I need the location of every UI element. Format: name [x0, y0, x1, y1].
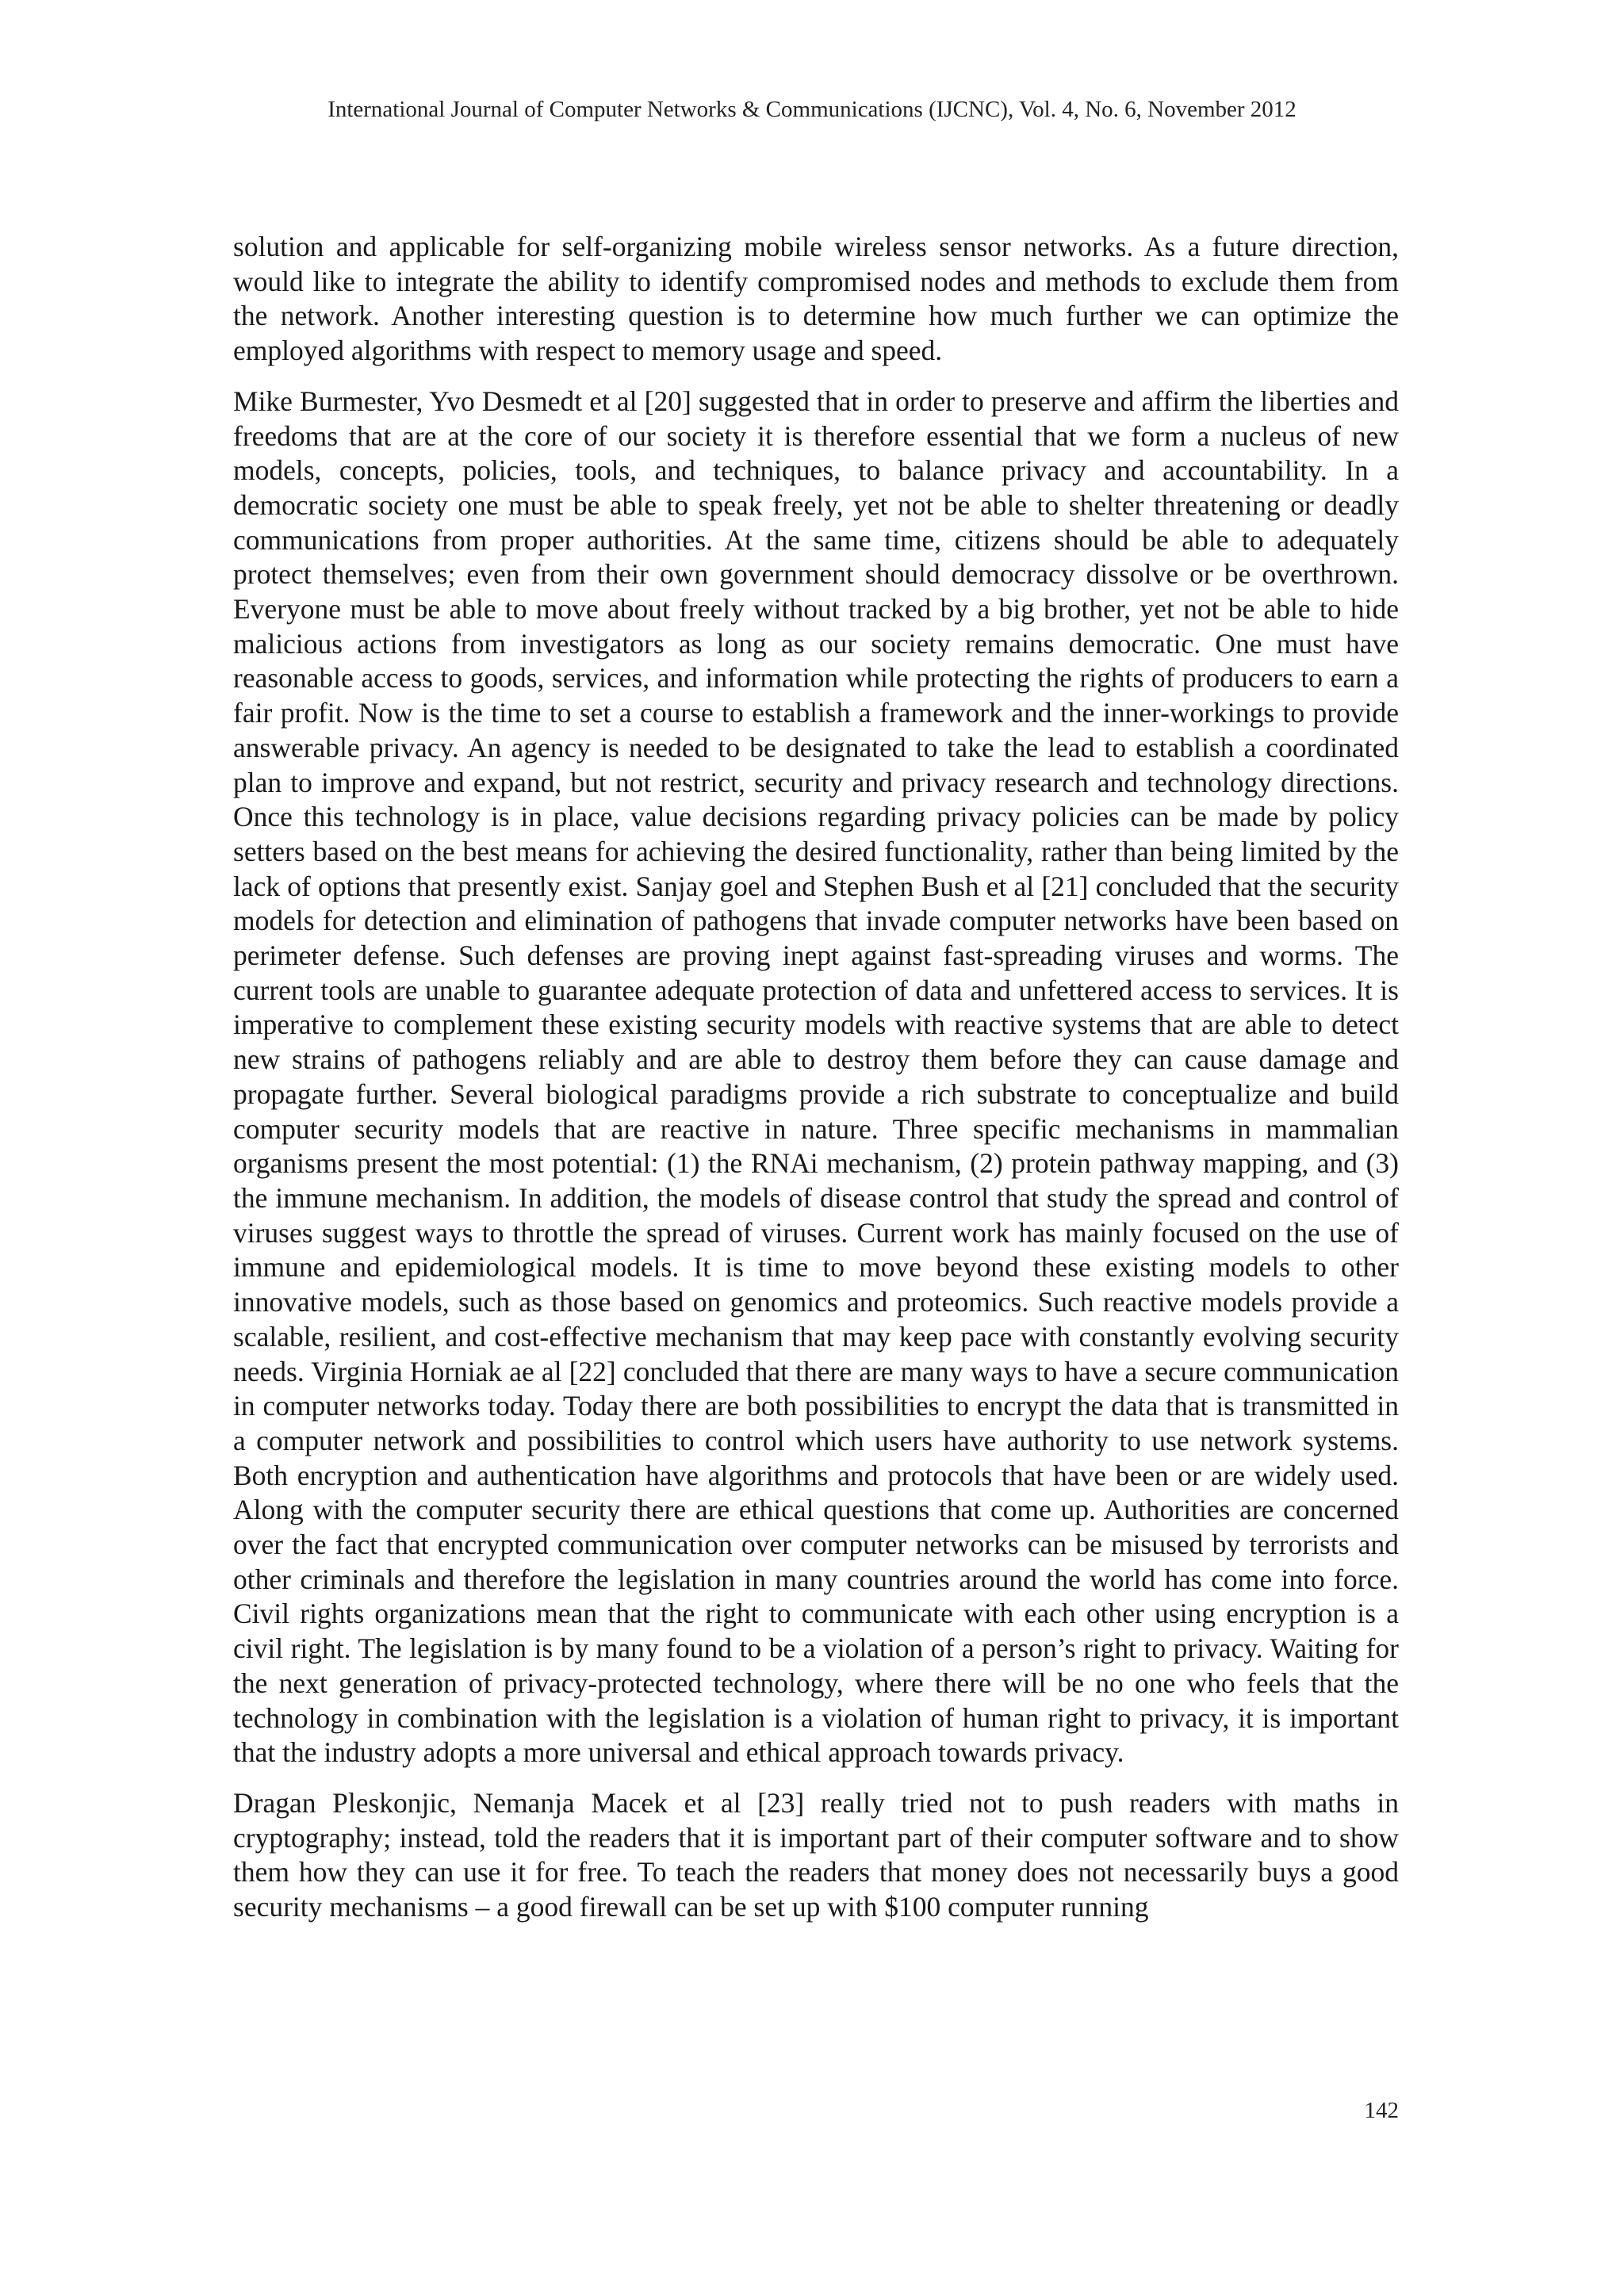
paragraph-burmester: Mike Burmester, Yvo Desmedt et al [20] suggested that in order to preserve and affirm the liberties and freedoms that are at the core of our society it is therefore essential that we form a nucleus of new models, concepts, policies, tools, and techniques, to balance privacy and accountability. In a democratic society one must be able to speak freely, yet not be able to shelter threatening or deadly communications from proper authorities. At the same time, citizens should be able to adequately protect themselves; even from their own government should democracy dissolve or be overthrown. Everyone must be able to move about freely without tracked by a big brother, yet not be able to hide malicious actions from investigators as long as our society remains democratic. One must have reasonable access to goods, services, and information while protecting the rights of producers to earn a fair profit. Now is the time to set a course to establish a framework and the inner-workings to provide answerable privacy. An agency is needed to be designated to take the lead to establish a coordinated plan to improve and expand, but not restrict, security and privacy research and technology directions. Once this technology is in place, value decisions regarding privacy policies can be made by policy setters based on the best means for achieving the desired functionality, rather than being limited by the lack of options that presently exist. Sanjay goel and Stephen Bush et al [21] concluded that the security models for detection and elimination of pathogens that invade computer networks have been based on perimeter defense. Such defenses are proving inept against fast-spreading viruses and worms. The current tools are unable to guarantee adequate protection of data and unfettered access to services. It is imperative to complement these existing security models with reactive systems that are able to detect new strains of pathogens reliably and are able to destroy them before they can cause damage and propagate further. Several biological paradigms provide a rich substrate to conceptualize and build computer security models that are reactive in nature. Three specific mechanisms in mammalian organisms present the most potential: (1) the RNAi mechanism, (2) protein pathway mapping, and (3) the immune mechanism. In addition, the models of disease control that study the spread and control of viruses suggest ways to throttle the spread of viruses. Current work has mainly focused on the use of immune and epidemiological models. It is time to move beyond these existing models to other innovative models, such as those based on genomics and proteomics. Such reactive models provide a scalable, resilient, and cost-effective mechanism that may keep pace with constantly evolving security needs. Virginia Horniak ae al [22] concluded that there are many ways to have a secure communication in computer networks today. Today there are both possibilities to encrypt the data that is transmitted in a computer network and possibilities to control which users have authority to use network systems. Both encryption and authentication have algorithms and protocols that have been or are widely used. Along with the computer security there are ethical questions that come up. Authorities are concerned over the fact that encrypted communication over computer networks can be misused by terrorists and other criminals and therefore the legislation in many countries around the world has come into force. Civil rights organizations mean that the right to communicate with each other using encryption is a civil right. The legislation is by many found to be a violation of a person’s right to privacy. Waiting for the next generation of privacy-protected technology, where there will be no one who feels that the technology in combination with the legislation is a violation of human right to privacy, it is important that the industry adopts a more universal and ethical approach towards privacy. [233, 385, 1399, 1769]
paragraph-continuation: solution and applicable for self-organizing mobile wireless sensor networks. As a future direction, would like to integrate the ability to identify compromised nodes and methods to exclude them from the network. Another interesting question is to determine how much further we can optimize the employed algorithms with respect to memory usage and speed. [233, 231, 1399, 367]
running-header: International Journal of Computer Networks & Communications (IJCNC), Vol. 4, No. 6, November 2012 [327, 97, 1297, 122]
page-number: 142 [1364, 2098, 1399, 2123]
body-text [233, 230, 1399, 1941]
paragraph-pleskonjic: Dragan Pleskonjic, Nemanja Macek et al [23] really tried not to push readers with maths in cryptography; instead, told the readers that it is important part of their computer software and to show them how they can use it for free. To teach the readers that money does not necessarily buys a good security mechanisms – a good firewall can be set up with $100 computer running [233, 1786, 1399, 1923]
